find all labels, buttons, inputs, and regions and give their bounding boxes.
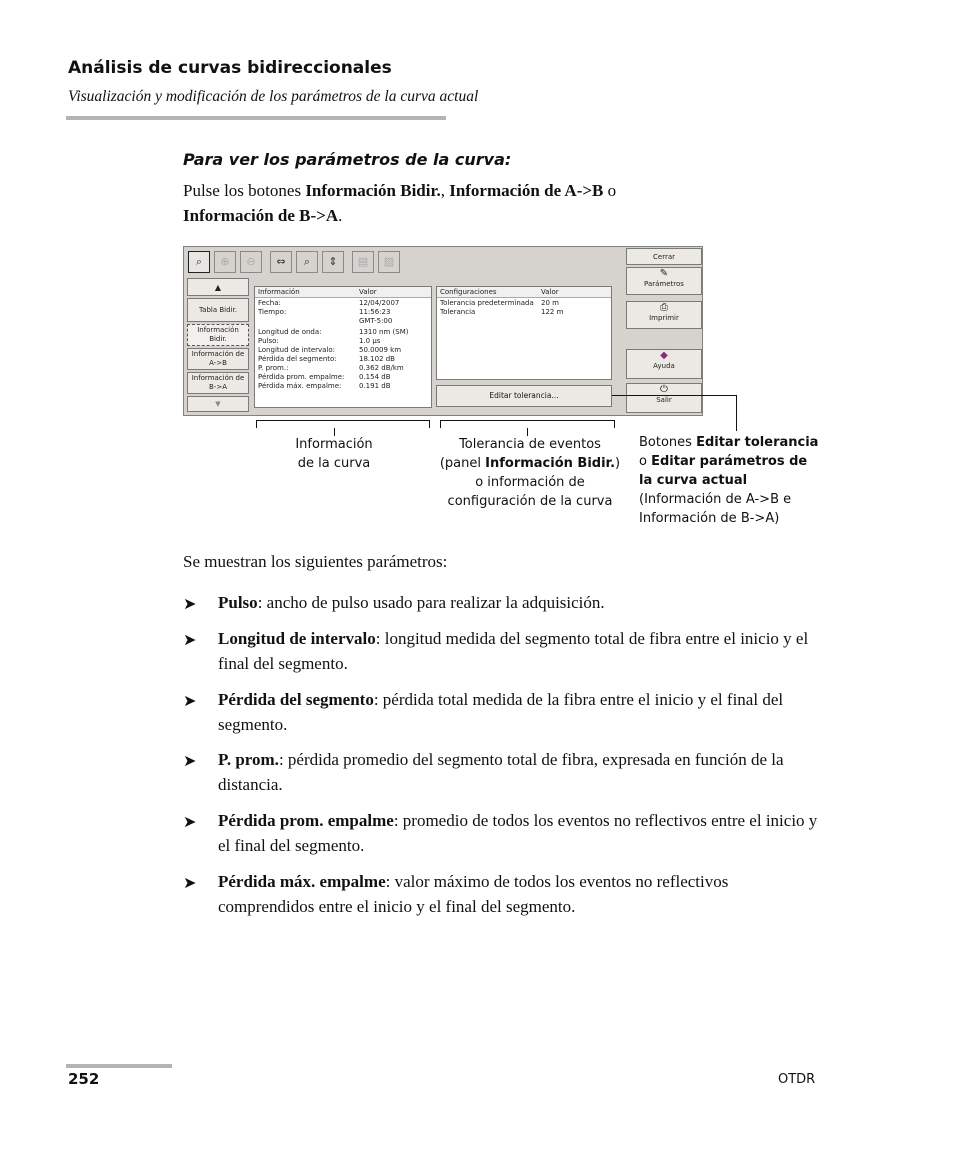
params-label: Parámetros	[644, 280, 684, 288]
info-value: GMT-5:00	[359, 317, 393, 325]
info-callout-line2: de la curva	[297, 456, 371, 471]
arrow-bullet-icon: ➤	[183, 632, 197, 649]
term: Pérdida del segmento	[218, 690, 374, 709]
btn-callout-line1: Botones Editar tolerancia	[639, 435, 819, 450]
btn-callout-line3: la curva actual	[639, 473, 748, 488]
zoom-in-icon[interactable]: ⊕	[214, 251, 236, 273]
otdr-screenshot	[183, 246, 703, 416]
info-label: Pérdida máx. empalme:	[258, 382, 342, 390]
term: Pérdida máx. empalme	[218, 872, 386, 891]
term: P. prom.	[218, 750, 279, 769]
info-b-a-button[interactable]: Información de B->A	[187, 372, 249, 394]
exit-label: Salir	[656, 396, 672, 404]
zoom-area-icon[interactable]: ⌕	[188, 251, 210, 273]
info-value: 50.0009 km	[359, 346, 402, 354]
procedure-intro: Pulse los botones Información Bidir., Información de A->B o Información de B->A.	[183, 181, 617, 225]
config-value-col-header: Valor	[541, 288, 559, 296]
list-item-text	[218, 626, 818, 676]
tabla-bidir-button[interactable]: Tabla Bidir.	[187, 298, 249, 322]
help-button[interactable]	[626, 349, 702, 379]
info-label: Tiempo:	[258, 308, 287, 316]
btn-callout-line2: o Editar parámetros de	[639, 454, 808, 469]
arrow-bullet-icon: ➤	[183, 693, 197, 710]
term: Longitud de intervalo	[218, 629, 376, 648]
procedure-heading: Para ver los parámetros de la curva:	[183, 150, 512, 169]
section-title: Análisis de curvas bidireccionales	[68, 58, 392, 78]
list-item-text	[218, 869, 818, 919]
info-value: 0.191 dB	[359, 382, 391, 390]
list-item-text	[218, 590, 818, 615]
info-value: 1310 nm (SM)	[359, 328, 409, 336]
printer-icon: ⎙	[660, 302, 668, 313]
info-a-b-button[interactable]: Información de A->B	[187, 348, 249, 370]
tol-bracket	[440, 420, 615, 421]
config-label: Tolerancia	[440, 308, 476, 316]
print-button[interactable]	[626, 301, 702, 329]
tol-callout-line3: o información de	[475, 475, 585, 490]
hide-markers-icon[interactable]: ▧	[378, 251, 400, 273]
description: : longitud medida del segmento total de fibra entre el inicio y el final del segmento.	[218, 629, 809, 673]
info-bracket-right	[429, 420, 430, 428]
info-bracket	[256, 420, 430, 421]
section-subtitle: Visualización y modificación de los parámetros de la curva actual	[68, 88, 479, 105]
info-callout-line1: Información	[295, 437, 373, 452]
scroll-up-button[interactable]: ▲	[187, 278, 249, 296]
config-col-header: Configuraciones	[440, 288, 497, 296]
page-number: 252	[68, 1070, 100, 1088]
fit-vertical-icon[interactable]: ⌕	[296, 251, 318, 273]
curve-info-panel	[254, 286, 432, 408]
term: Pérdida prom. empalme	[218, 811, 394, 830]
info-value: 18.102 dB	[359, 355, 395, 363]
config-label: Tolerancia predeterminada	[440, 299, 534, 307]
help-book-icon: ◆	[660, 350, 668, 361]
description: : pérdida promedio del segmento total de fibra, expresada en función de la distancia.	[218, 750, 784, 794]
info-callout	[254, 435, 414, 473]
config-value: 20 m	[541, 299, 559, 307]
buttons-callout	[639, 433, 829, 528]
markers-icon[interactable]: ▤	[352, 251, 374, 273]
close-button[interactable]: Cerrar	[626, 248, 702, 265]
list-item-text	[218, 747, 818, 797]
power-icon: ⏻	[660, 384, 668, 395]
info-col-header: Información	[258, 288, 300, 296]
params-intro: Se muestran los siguientes parámetros:	[183, 552, 448, 571]
info-value: 11:56:23	[359, 308, 391, 316]
info-panel-header	[255, 287, 431, 298]
list-item-text	[218, 808, 818, 858]
edit-tolerance-button[interactable]: Editar tolerancia...	[436, 385, 612, 407]
arrow-bullet-icon: ➤	[183, 814, 197, 831]
info-value: 1.0 µs	[359, 337, 381, 345]
exit-button[interactable]	[626, 383, 702, 413]
header-rule	[66, 116, 446, 120]
config-panel	[436, 286, 612, 380]
arrow-bullet-icon: ➤	[183, 753, 197, 770]
left-nav	[187, 278, 249, 412]
product-name: OTDR	[778, 1072, 816, 1087]
edit-button-leader-down	[736, 395, 737, 431]
zoom-out-icon[interactable]: ⊖	[240, 251, 262, 273]
tol-callout-line1: Tolerancia de eventos	[459, 437, 601, 452]
description: : pérdida total medida de la fibra entre el inicio y el final del segmento.	[218, 690, 784, 734]
info-value: 0.154 dB	[359, 373, 391, 381]
info-label: Pérdida prom. empalme:	[258, 373, 345, 381]
info-label: Pérdida del segmento:	[258, 355, 337, 363]
edit-icon: ✎	[659, 268, 669, 279]
right-button-column	[625, 247, 703, 415]
info-label: P. prom.:	[258, 364, 289, 372]
description: : promedio de todos los eventos no reflectivos entre el inicio y el final del segmento.	[218, 811, 818, 855]
config-panel-header	[437, 287, 611, 298]
tol-bracket-left	[440, 420, 441, 428]
help-label: Ayuda	[653, 362, 675, 370]
config-value: 122 m	[541, 308, 564, 316]
tol-bracket-right	[614, 420, 615, 428]
info-value: 0.362 dB/km	[359, 364, 404, 372]
scroll-down-button[interactable]: ▼	[187, 396, 249, 412]
description: : valor máximo de todos los eventos no reflectivos comprendidos entre el inicio y el final del segmento.	[218, 872, 729, 916]
info-label: Pulso:	[258, 337, 279, 345]
arrow-bullet-icon: ➤	[183, 596, 197, 613]
edit-button-leader	[612, 395, 737, 396]
list-item-text	[218, 687, 818, 737]
description: : ancho de pulso usado para realizar la adquisición.	[257, 593, 605, 612]
tolerance-callout	[430, 435, 630, 511]
fit-all-icon[interactable]: ⇕	[322, 251, 344, 273]
footer-rule	[66, 1064, 172, 1068]
tol-callout-line4: configuración de la curva	[447, 494, 613, 509]
info-label: Longitud de intervalo:	[258, 346, 336, 354]
btn-callout-line4: (Información de A->B e	[639, 492, 792, 507]
fit-horizontal-icon[interactable]: ⇔	[270, 251, 292, 273]
term: Pulso	[218, 593, 258, 612]
print-label: Imprimir	[649, 314, 679, 322]
params-button[interactable]	[626, 267, 702, 295]
info-bracket-left	[256, 420, 257, 428]
tol-callout-line2: (panel Información Bidir.)	[439, 456, 621, 471]
info-value: 12/04/2007	[359, 299, 400, 307]
value-col-header: Valor	[359, 288, 377, 296]
info-label: Longitud de onda:	[258, 328, 322, 336]
info-bidir-button[interactable]: Información Bidir.	[187, 324, 249, 346]
arrow-bullet-icon: ➤	[183, 875, 197, 892]
info-label: Fecha:	[258, 299, 281, 307]
btn-callout-line5: Información de B->A)	[639, 511, 780, 526]
